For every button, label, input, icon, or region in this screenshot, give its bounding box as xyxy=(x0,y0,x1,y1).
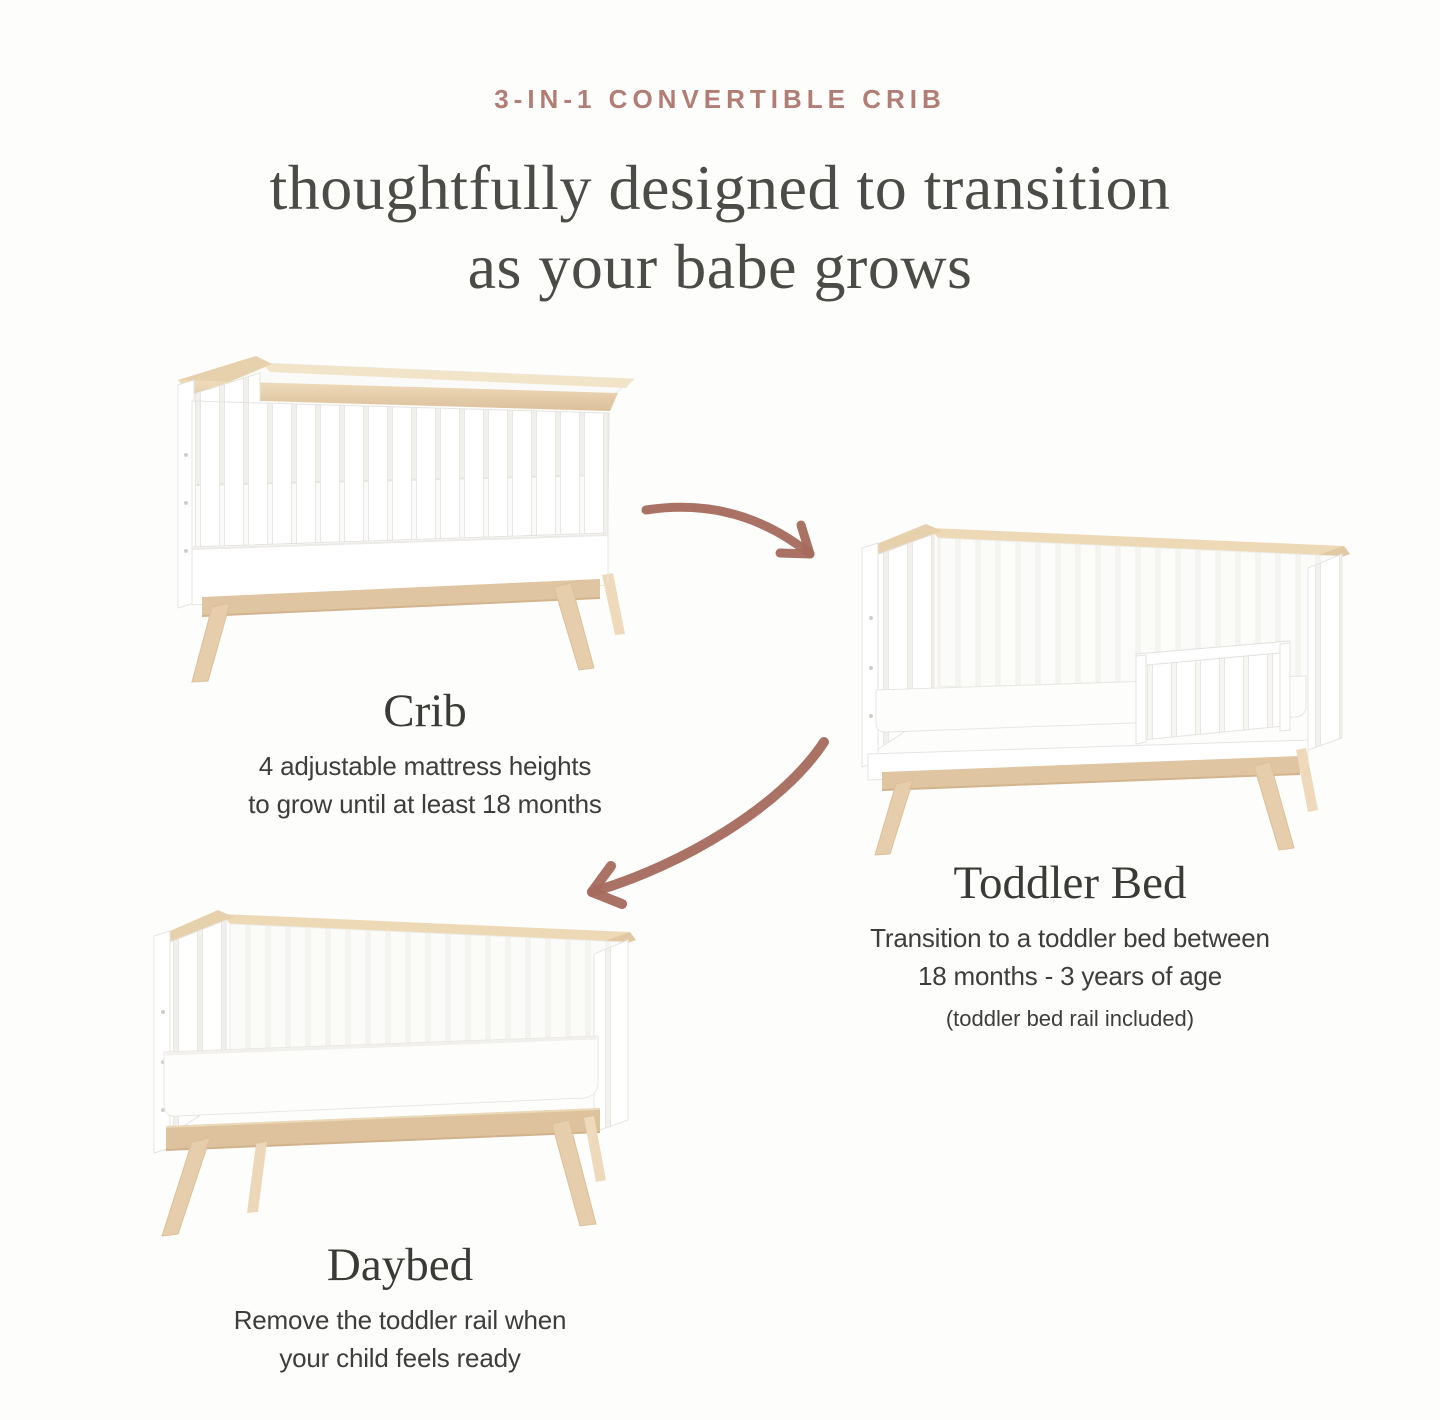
heading-line-2: as your babe grows xyxy=(467,231,973,303)
crib-illustration xyxy=(150,335,665,685)
desc-line: Remove the toddler rail when xyxy=(233,1305,567,1336)
stage-description-daybed xyxy=(100,1302,700,1377)
toddler-bed-caption xyxy=(790,856,1350,1034)
crib-caption xyxy=(125,684,725,823)
daybed-3d-drawing xyxy=(128,882,688,1242)
desc-line: Transition to a toddler bed between xyxy=(870,923,1270,954)
arrow-crib-to-toddler-icon xyxy=(628,468,848,588)
toddler-bed-illustration xyxy=(838,498,1393,858)
crib-3d-drawing xyxy=(150,335,665,685)
toddler-bed-3d-drawing xyxy=(838,498,1393,858)
desc-line: your child feels ready xyxy=(279,1342,521,1373)
main-heading xyxy=(0,148,1440,307)
daybed-illustration xyxy=(128,882,688,1242)
desc-line: 18 months - 3 years of age xyxy=(917,960,1223,991)
stage-title-toddler-bed: Toddler Bed xyxy=(953,857,1187,909)
eyebrow-label: 3-IN-1 CONVERTIBLE CRIB xyxy=(494,84,946,114)
desc-line: to grow until at least 18 months xyxy=(248,788,602,819)
heading-line-1: thoughtfully designed to transition xyxy=(269,152,1171,223)
desc-line: 4 adjustable mattress heights xyxy=(258,751,592,782)
daybed-caption xyxy=(100,1238,700,1377)
stage-title-crib: Crib xyxy=(383,685,467,737)
stage-title-daybed: Daybed xyxy=(326,1239,474,1291)
toddler-rail-note: (toddler bed rail included) xyxy=(945,1006,1195,1032)
stage-description-toddler-bed xyxy=(790,920,1350,995)
stage-description-crib xyxy=(125,748,725,823)
